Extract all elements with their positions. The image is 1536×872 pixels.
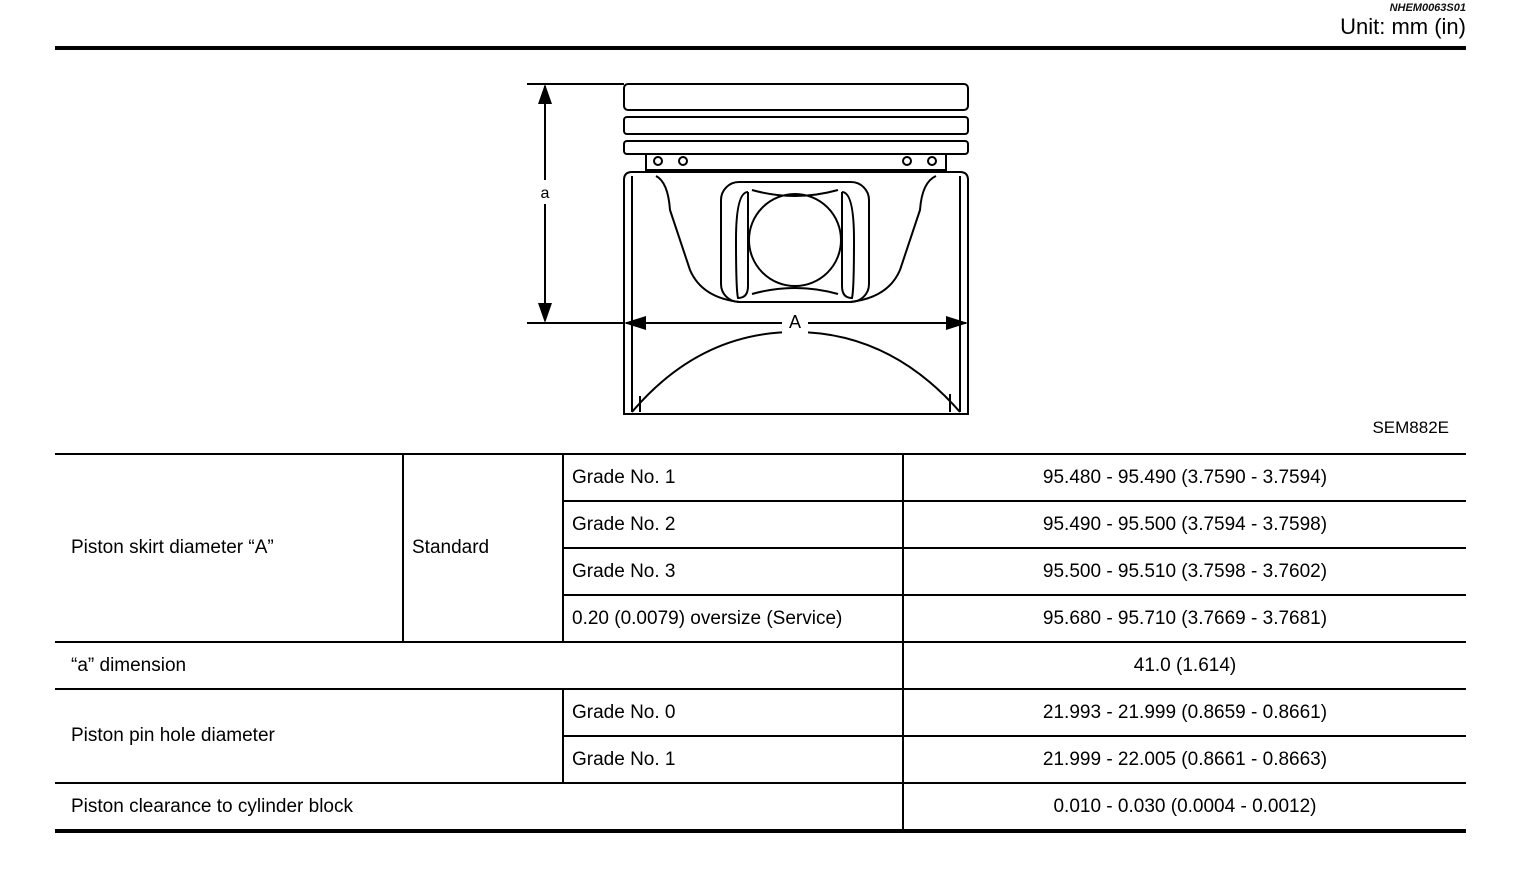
pin-slot — [842, 192, 854, 298]
oil-hole — [928, 157, 936, 165]
oil-hole — [903, 157, 911, 165]
pin-hole — [749, 194, 841, 286]
table-row — [55, 454, 1466, 501]
grade-cell: Grade No. 1 — [563, 736, 903, 783]
table-row — [55, 642, 1466, 689]
ring-land-bottom — [624, 141, 968, 154]
pin-slot — [736, 192, 748, 298]
grade-cell: Grade No. 0 — [563, 689, 903, 736]
ring-land-middle — [624, 117, 968, 134]
dimension-label-a: a — [540, 185, 550, 202]
oil-hole — [654, 157, 662, 165]
unit-label: Unit: mm (in) — [1340, 14, 1466, 39]
value-cell: 95.680 - 95.710 (3.7669 - 3.7681) — [903, 595, 1466, 642]
table-row — [55, 689, 1466, 736]
ring-land-top — [624, 84, 968, 110]
value-cell: 41.0 (1.614) — [903, 642, 1466, 689]
figure-code: SEM882E — [1372, 418, 1449, 437]
reference-code: NHEM0063S01 — [1389, 2, 1466, 14]
arrowhead — [538, 303, 552, 323]
arrowhead — [624, 316, 646, 330]
dimension-label-A: A — [788, 312, 802, 332]
skirt-lower-arc — [632, 332, 960, 412]
pin-hole-label: Piston pin hole diameter — [55, 689, 563, 783]
a-dimension-label: “a” dimension — [55, 642, 903, 689]
grade-cell: Grade No. 2 — [563, 501, 903, 548]
value-cell: 95.500 - 95.510 (3.7598 - 3.7602) — [903, 548, 1466, 595]
value-cell: 21.993 - 21.999 (0.8659 - 0.8661) — [903, 689, 1466, 736]
clearance-label: Piston clearance to cylinder block — [55, 783, 903, 831]
table-row — [55, 783, 1466, 831]
skirt-category: Standard — [403, 454, 563, 642]
value-cell: 95.490 - 95.500 (3.7594 - 3.7598) — [903, 501, 1466, 548]
arrowhead — [538, 84, 552, 104]
grade-cell: 0.20 (0.0079) oversize (Service) — [563, 595, 903, 642]
value-cell: 21.999 - 22.005 (0.8661 - 0.8663) — [903, 736, 1466, 783]
piston-spec-table — [55, 453, 1466, 833]
oil-ring-band — [646, 154, 946, 170]
skirt-diameter-label: Piston skirt diameter “A” — [55, 454, 403, 642]
pin-bore-frame — [721, 182, 869, 302]
oil-hole — [679, 157, 687, 165]
pin-bridge — [752, 288, 838, 294]
value-cell: 0.010 - 0.030 (0.0004 - 0.0012) — [903, 783, 1466, 831]
grade-cell: Grade No. 3 — [563, 548, 903, 595]
arrowhead — [946, 316, 968, 330]
value-cell: 95.480 - 95.490 (3.7590 - 3.7594) — [903, 454, 1466, 501]
piston-skirt — [624, 172, 968, 414]
grade-cell: Grade No. 1 — [563, 454, 903, 501]
